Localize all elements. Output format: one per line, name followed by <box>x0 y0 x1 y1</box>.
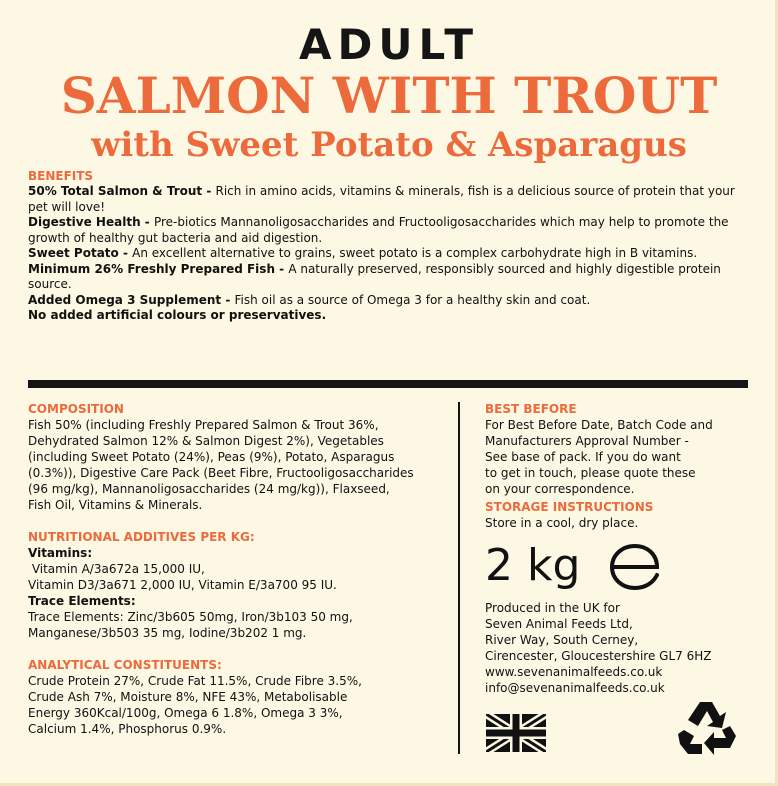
analytical-line: Crude Ash 7%, Moisture 8%, NFE 43%, Metabolisable <box>28 690 348 704</box>
composition-line: Fish Oil, Vitamins & Minerals. <box>28 498 203 512</box>
trace-label: Trace Elements: <box>28 594 136 608</box>
producer-line: Cirencester, Gloucestershire GL7 6HZ <box>485 649 712 663</box>
composition-line: (96 mg/kg), Mannanoligosaccharides (24 mg/kg)), Flaxseed, <box>28 482 390 496</box>
best-before-line: For Best Before Date, Batch Code and <box>485 418 713 432</box>
trace-line: Trace Elements: Zinc/3b605 50mg, Iron/3b103 50 mg, <box>28 610 353 624</box>
composition-line: (including Sweet Potato (24%), Peas (9%), Potato, Asparagus <box>28 450 395 464</box>
composition-line: (0.3%)), Digestive Care Pack (Beet Fibre, Fructooligosaccharides <box>28 466 414 480</box>
benefit-item: Digestive Health - Pre-biotics Mannanoligosaccharides and Fructooligosaccharides which may help to promote the growth of healthy gut bacteria and aid digestion. <box>28 215 729 245</box>
composition-heading: COMPOSITION <box>28 402 124 416</box>
best-before-line: to get in touch, please quote these <box>485 466 696 480</box>
union-jack-icon <box>486 714 546 752</box>
vitamins-line: Vitamin A/3a672a 15,000 IU, <box>28 562 205 576</box>
analytical-line: Crude Protein 27%, Crude Fat 11.5%, Crude Fibre 3.5%, <box>28 674 362 688</box>
weight-row <box>485 538 685 594</box>
producer-line: Produced in the UK for <box>485 601 620 615</box>
nutrition-column <box>28 401 448 753</box>
best-before-line: on your correspondence. <box>485 482 635 496</box>
website-link[interactable]: www.sevenanimalfeeds.co.uk <box>485 665 663 679</box>
additives-heading: NUTRITIONAL ADDITIVES PER KG: <box>28 530 255 544</box>
age-tag: ADULT <box>299 20 479 69</box>
benefits-heading: BENEFITS <box>28 169 94 183</box>
best-before-heading: BEST BEFORE <box>485 402 577 416</box>
composition-line: Dehydrated Salmon 12% & Salmon Digest 2%), Vegetables <box>28 434 384 448</box>
best-before-line: Manufacturers Approval Number - <box>485 434 689 448</box>
analytical-block <box>28 657 448 737</box>
benefit-item: 50% Total Salmon & Trout - Rich in amino acids, vitamins & minerals, fish is a delicious source of protein that your pet will love! <box>28 184 735 214</box>
benefits-section <box>28 168 750 324</box>
trace-line: Manganese/3b503 35 mg, Iodine/3b202 1 mg. <box>28 626 307 640</box>
analytical-line: Energy 360Kcal/100g, Omega 6 1.8%, Omega 3 3%, <box>28 706 343 720</box>
column-divider <box>458 402 460 754</box>
storage-heading: STORAGE INSTRUCTIONS <box>485 500 654 514</box>
benefit-item: Sweet Potato - An excellent alternative to grains, sweet potato is a complex carbohydrate high in B vitamins. <box>28 246 698 260</box>
additives-block <box>28 529 448 641</box>
benefit-item: Added Omega 3 Supplement - Fish oil as a source of Omega 3 for a healthy skin and coat. <box>28 292 591 307</box>
net-weight: 2 kg <box>485 540 581 591</box>
recycle-icon <box>676 696 740 760</box>
info-column <box>485 401 755 531</box>
storage-text: Store in a cool, dry place. <box>485 516 639 530</box>
analytical-heading: ANALYTICAL CONSTITUENTS: <box>28 658 222 672</box>
vitamins-line: Vitamin D3/3a671 2,000 IU, Vitamin E/3a700 95 IU. <box>28 578 337 592</box>
vitamins-label: Vitamins: <box>28 546 93 560</box>
composition-line: Fish 50% (including Freshly Prepared Salmon & Trout 36%, <box>28 418 379 432</box>
analytical-line: Calcium 1.4%, Phosphorus 0.9%. <box>28 722 227 736</box>
benefit-item: Minimum 26% Freshly Prepared Fish - A naturally preserved, responsibly sourced and highly digestible protein source. <box>28 261 721 291</box>
producer-line: Seven Animal Feeds Ltd, <box>485 617 633 631</box>
producer-line: River Way, South Cerney, <box>485 633 639 647</box>
best-before-line: See base of pack. If you do want <box>485 450 681 464</box>
producer-info <box>485 600 755 696</box>
email-link[interactable]: info@sevenanimalfeeds.co.uk <box>485 681 665 695</box>
product-subtitle: with Sweet Potato & Asparagus <box>91 125 687 165</box>
composition-block <box>28 401 448 513</box>
product-title: SALMON WITH TROUT <box>60 66 718 125</box>
estimated-sign-label: e <box>607 542 608 543</box>
benefit-item: No added artificial colours or preservatives. <box>28 308 327 322</box>
section-divider <box>28 380 748 388</box>
estimated-sign-icon <box>607 542 663 592</box>
